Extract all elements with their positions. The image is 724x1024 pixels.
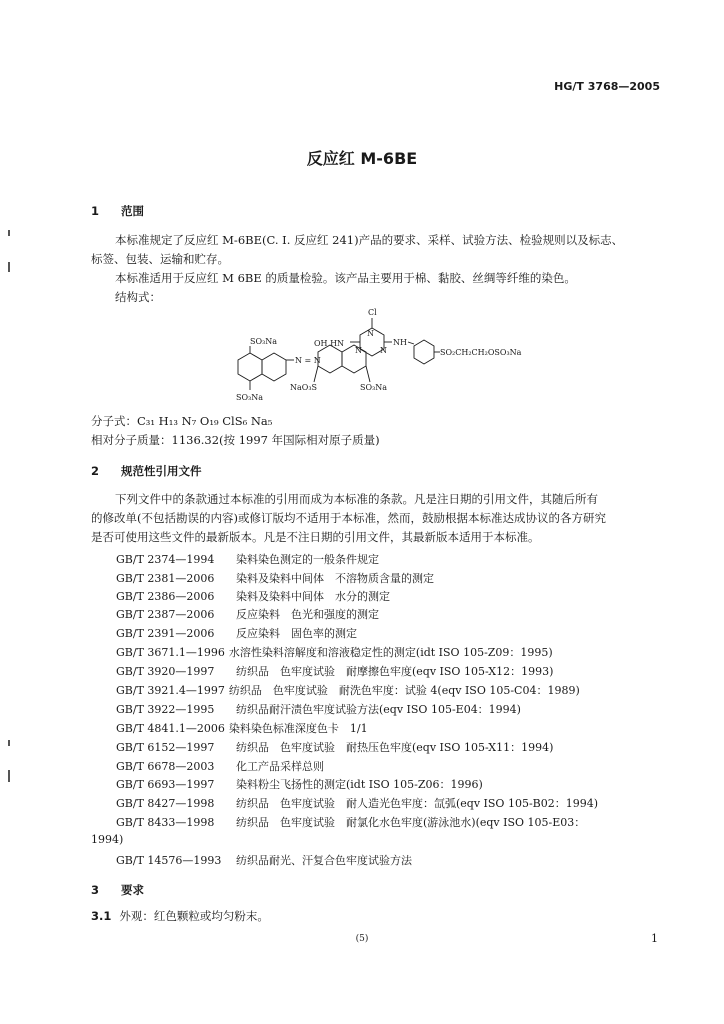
nh-label: NH (393, 338, 407, 347)
item-number: 3.1 (91, 909, 112, 923)
reference-item: GB/T 14576—1993 纺织品耐光、汗复合色牢度试验方法 (116, 854, 412, 867)
section-title: 范围 (121, 204, 144, 218)
naphthalene-ring-middle-right (342, 345, 366, 373)
reference-item: GB/T 6678—2003 化工产品采样总则 (116, 760, 324, 773)
naphthalene-ring-middle-left (318, 345, 342, 373)
scan-mark (8, 230, 10, 236)
molecular-formula: 分子式：C₃₁ H₁₃ N₇ O₁₉ ClS₆ Na₅ (91, 414, 273, 428)
standard-code: HG/T 3768—2005 (554, 80, 660, 93)
section-title: 规范性引用文件 (121, 464, 202, 478)
reference-item: GB/T 2387—2006 反应染料 色光和强度的测定 (116, 608, 379, 621)
chemical-structure (210, 302, 540, 408)
page-number: 1 (651, 932, 658, 945)
formula-block (91, 412, 380, 450)
naphthalene-ring-left-bottom (262, 353, 286, 381)
structure-label: 结构式： (115, 290, 161, 304)
reference-item: GB/T 2381—2006 染料及染料中间体 不溶物质含量的测定 (116, 572, 434, 585)
section-2-heading (91, 463, 202, 479)
scan-mark (8, 740, 10, 746)
reference-item: GB/T 8433—1998 纺织品 色牢度试验 耐氯化水色牢度(游泳池水)(eqv ISO 105-E03： (116, 816, 586, 829)
text-line: 下列文件中的条款通过本标准的引用而成为本标准的条款。凡是注日期的引用文件，其随后所有 (115, 492, 598, 506)
footer-page-marker: (5) (355, 934, 369, 944)
reference-item: GB/T 3671.1—1996 水溶性染料溶解度和溶液稳定性的测定(idt ISO 105-Z09：1995) (116, 646, 553, 659)
section-1-heading (91, 203, 144, 219)
so3na-top-label: SO₃Na (250, 337, 278, 346)
side-chain-label: SO₂CH₂CH₂OSO₃Na (440, 348, 522, 357)
text-line: 标签、包装、运输和贮存。 (91, 252, 229, 266)
naphthalene-ring-left-top (238, 353, 262, 381)
reference-item: GB/T 3922—1995 纺织品耐汗渍色牢度试验方法(eqv ISO 105-E04：1994) (116, 703, 521, 716)
so3na-bottom-label: SO₃Na (236, 393, 264, 402)
document-title: 反应红 M-6BE (306, 149, 418, 168)
molecular-mass: 相对分子质量：1136.32(按 1997 年国际相对原子质量) (91, 433, 380, 447)
reference-continuation: 1994) (91, 833, 124, 846)
n-atom-label: N (380, 346, 387, 355)
n-atom-label: N (355, 346, 362, 355)
nao3s-label: NaO₃S (290, 383, 318, 392)
reference-item: GB/T 6693—1997 染料粉尘飞扬性的测定(idt ISO 105-Z06：1996) (116, 778, 483, 791)
text-line: 的修改单(不包括勘误的内容)或修订版均不适用于本标准，然而，鼓励根据本标准达成协议的各方研究 (91, 511, 606, 525)
reference-item: GB/T 2374—1994 染料染色测定的一般条件规定 (116, 553, 379, 566)
reference-item: GB/T 2391—2006 反应染料 固色率的测定 (116, 627, 357, 640)
section-2-intro (91, 490, 664, 547)
benzene-ring (414, 340, 434, 364)
section-number: 2 (91, 464, 100, 478)
section-3-1 (91, 907, 664, 926)
reference-item: GB/T 6152—1997 纺织品 色牢度试验 耐热压色牢度(eqv ISO 105-X11：1994) (116, 741, 554, 754)
section-title: 要求 (121, 883, 144, 897)
section-1-paragraph-1 (91, 231, 664, 269)
scan-mark (8, 262, 10, 272)
text-line: 是否可使用这些文件的最新版本。凡是不注日期的引用文件，其最新版本适用于本标准。 (91, 530, 540, 544)
section-3-heading (91, 882, 144, 898)
scan-mark (8, 770, 10, 782)
reference-item: GB/T 8427—1998 纺织品 色牢度试验 耐人造光色牢度：氙弧(eqv ISO 105-B02：1994) (116, 797, 599, 810)
text-line: 本标准规定了反应红 M-6BE(C. I. 反应红 241)产品的要求、采样、试验方法、检验规则以及标志、 (115, 233, 624, 247)
n-atom-label: N (367, 329, 374, 338)
section-number: 1 (91, 204, 100, 218)
reference-item: GB/T 2386—2006 染料及染料中间体 水分的测定 (116, 590, 390, 603)
section-number: 3 (91, 883, 100, 897)
reference-item: GB/T 4841.1—2006 染料染色标准深度色卡 1/1 (116, 722, 368, 735)
reference-item: GB/T 3921.4—1997 纺织品 色牢度试验 耐洗色牢度：试验 4(eqv ISO 105-C04：1989) (116, 684, 580, 697)
so3na-right-label: SO₃Na (360, 383, 388, 392)
text-line: 本标准适用于反应红 M 6BE 的质量检验。该产品主要用于棉、黏胶、丝绸等纤维的染色。 (115, 271, 576, 285)
ohhn-label: OH HN (314, 339, 345, 348)
item-text: 外观：红色颗粒或均匀粉末。 (119, 909, 269, 923)
chlorine-label: Cl (368, 308, 377, 317)
azo-label: N = N (295, 356, 321, 365)
reference-item: GB/T 3920—1997 纺织品 色牢度试验 耐摩擦色牢度(eqv ISO 105-X12：1993) (116, 665, 554, 678)
